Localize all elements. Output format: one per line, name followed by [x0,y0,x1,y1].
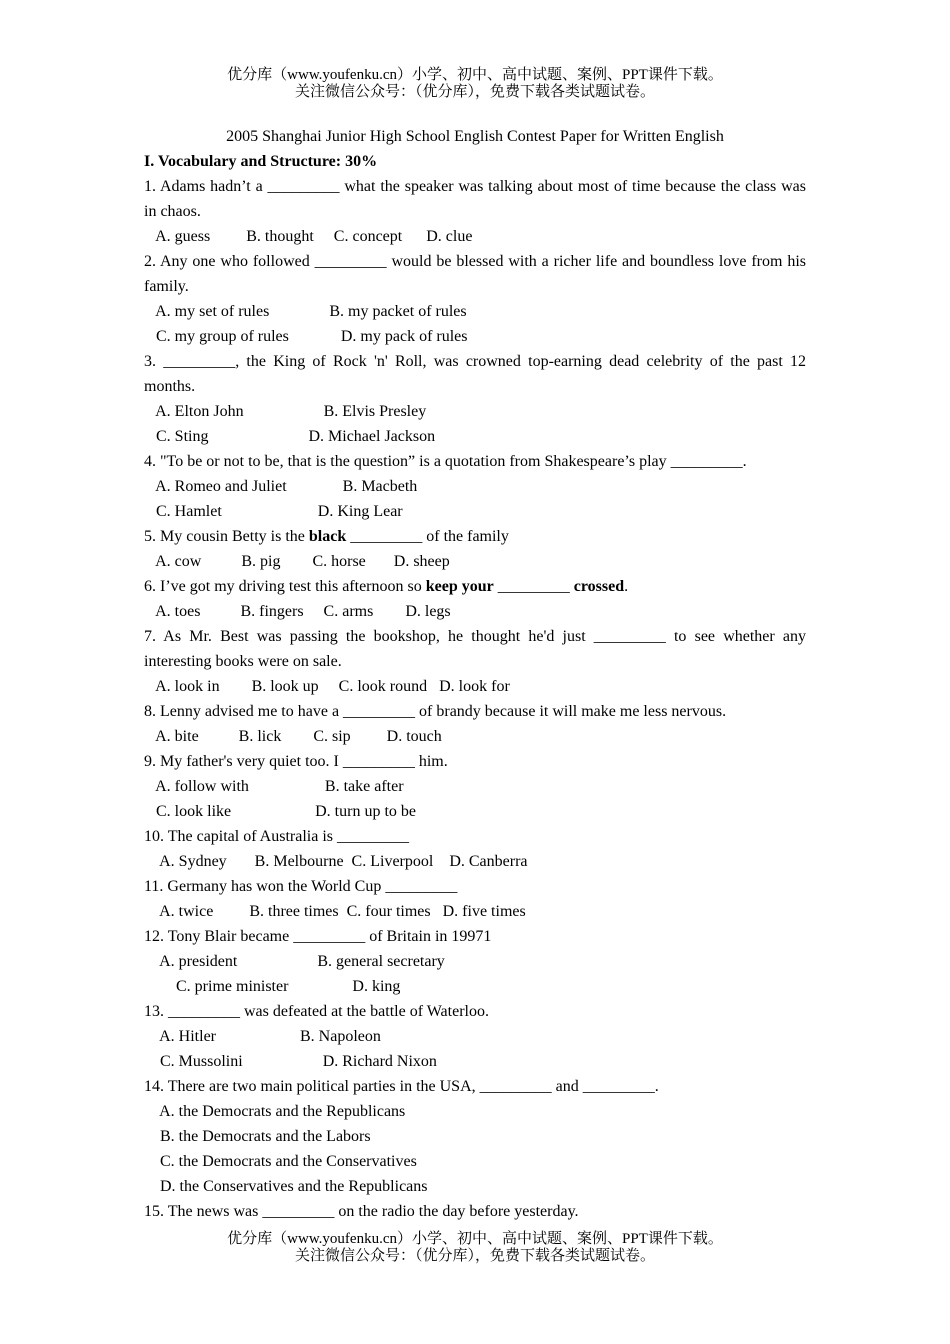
question-14: 14. There are two main political parties in the USA, _________ and _________. [144,1078,659,1095]
options-q14-row-2: B. the Democrats and the Labors [144,1128,371,1145]
question-7: 7. As Mr. Best was passing the bookshop, he thought he'd just _________ to see whether any interesting books were on sale. [144,628,806,670]
options-q13-row-2: C. Mussolini D. Richard Nixon [144,1053,437,1070]
options-q1-row-1: A. guess B. thought C. concept D. clue [144,228,473,245]
question-3: 3. _________, the King of Rock 'n' Roll, was crowned top-earning dead celebrity of the past 12 months. [144,353,806,395]
question-12: 12. Tony Blair became _________ of Britain in 19971 [144,928,492,945]
question-5-post: _________ of the family [346,528,509,545]
question-5-bold: black [308,528,347,545]
header-line-1: 优分库（www.youfenku.cn）小学、初中、高中试题、案例、PPT课件下载。 [227,67,723,83]
question-9: 9. My father's very quiet too. I _________ him. [144,753,448,770]
options-q7-row-1: A. look in B. look up C. look round D. look for [144,678,510,695]
options-q9-row-1: A. follow with B. take after [144,778,404,795]
question-11: 11. Germany has won the World Cup _________ [144,878,458,895]
question-1: 1. Adams hadn’t a _________ what the speaker was talking about most of time because the class was in chaos. [144,178,806,220]
question-5-pre: 5. My cousin Betty is the [144,528,309,545]
question-15: 15. The news was _________ on the radio the day before yesterday. [144,1203,579,1220]
options-q11-row-1: A. twice B. three times C. four times D. five times [144,903,526,920]
options-q2-row-2: C. my group of rules D. my pack of rules [144,328,468,345]
options-q5-row-1: A. cow B. pig C. horse D. sheep [144,553,450,570]
exam-body [144,124,806,1224]
options-q12-row-2: C. prime minister D. king [144,978,401,995]
options-q3-row-2: C. Sting D. Michael Jackson [144,428,436,445]
options-q10-row-1: A. Sydney B. Melbourne C. Liverpool D. Canberra [144,853,528,870]
footer-line-1: 优分库（www.youfenku.cn）小学、初中、高中试题、案例、PPT课件下载。 [227,1231,723,1247]
options-q4-row-1: A. Romeo and Juliet B. Macbeth [144,478,418,495]
question-8: 8. Lenny advised me to have a _________ of brandy because it will make me less nervous. [144,703,727,720]
options-q14-row-1: A. the Democrats and the Republicans [144,1103,406,1120]
question-4: 4. "To be or not to be, that is the question” is a quotation from Shakespeare’s play _________. [144,453,747,470]
section-heading: I. Vocabulary and Structure: 30% [144,153,378,170]
options-q14-row-4: D. the Conservatives and the Republicans [144,1178,428,1195]
options-q2-row-1: A. my set of rules B. my packet of rules [144,303,467,320]
header-line-2: 关注微信公众号：（优分库），免费下载各类试题试卷。 [294,84,655,100]
question-10: 10. The capital of Australia is _________ [144,828,409,845]
question-6-post: . [624,578,629,595]
options-q12-row-1: A. president B. general secretary [144,953,445,970]
question-6-mid: _________ [493,578,574,595]
question-6-bold: keep your [425,578,494,595]
footer-line-2: 关注微信公众号：（优分库），免费下载各类试题试卷。 [294,1248,655,1264]
question-2: 2. Any one who followed _________ would be blessed with a richer life and boundless love from his family. [144,253,806,295]
question-6-pre: 6. I’ve got my driving test this afternoon so [144,578,426,595]
options-q14-row-3: C. the Democrats and the Conservatives [144,1153,417,1170]
question-6-bold-2: crossed [573,578,625,595]
options-q3-row-1: A. Elton John B. Elvis Presley [144,403,427,420]
options-q13-row-1: A. Hitler B. Napoleon [144,1028,381,1045]
question-5 [144,524,806,549]
paper-title: 2005 Shanghai Junior High School English Contest Paper for Written English [226,128,724,145]
options-q9-row-2: C. look like D. turn up to be [144,803,416,820]
options-q6-row-1: A. toes B. fingers C. arms D. legs [144,603,451,620]
page-header [0,67,950,101]
question-13: 13. _________ was defeated at the battle of Waterloo. [144,1003,489,1020]
options-q4-row-2: C. Hamlet D. King Lear [144,503,403,520]
page-footer [0,1231,950,1265]
question-6 [144,574,806,599]
options-q8-row-1: A. bite B. lick C. sip D. touch [144,728,442,745]
